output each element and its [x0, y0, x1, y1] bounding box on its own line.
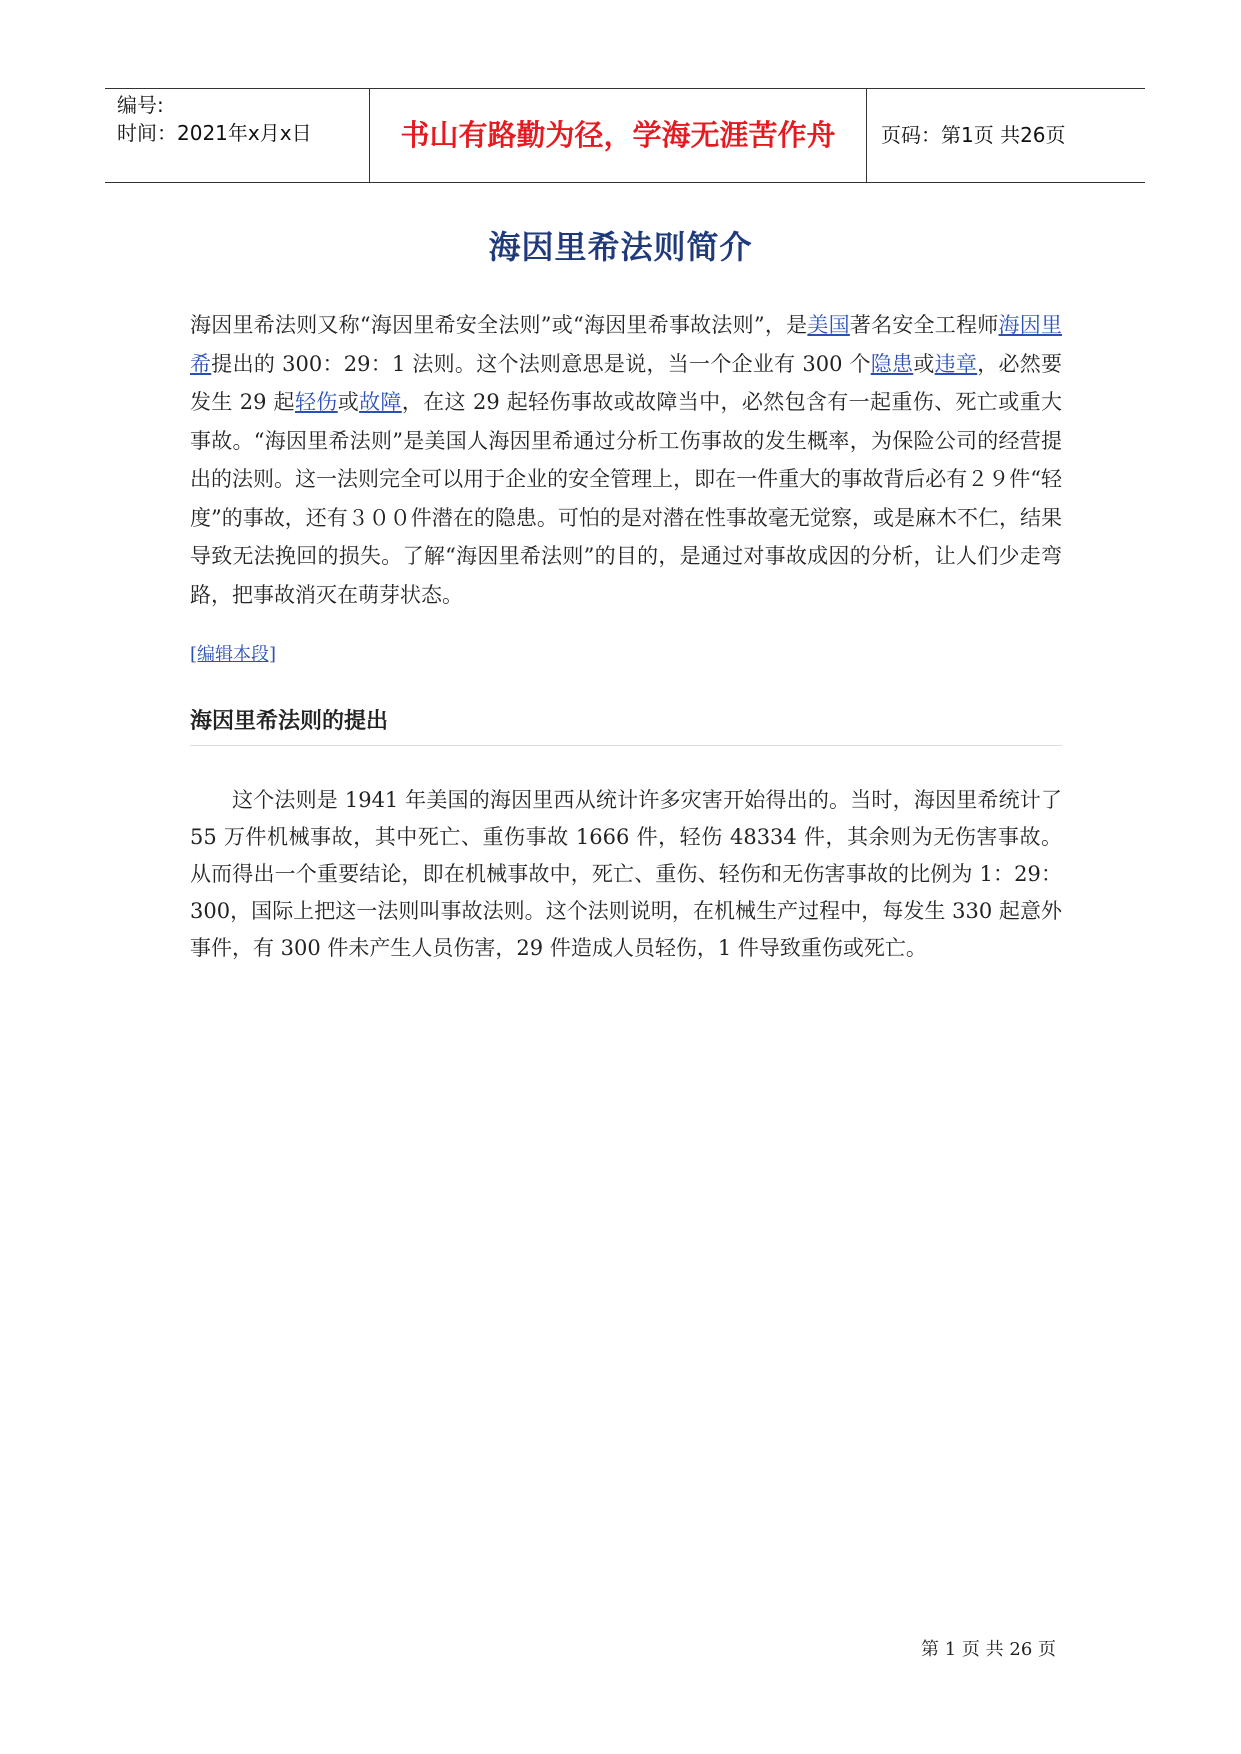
intro-text-1: 海因里希法则又称“海因里希安全法则”或“海因里希事故法则”，是 [190, 313, 808, 337]
link-hazard[interactable]: 隐患 [870, 351, 914, 376]
edit-section-link[interactable]: [编辑本段] [190, 644, 277, 665]
header-page-info: 页码：第1页 共26页 [881, 123, 1066, 147]
link-minor-injury[interactable]: 轻伤 [294, 390, 338, 414]
intro-text-4: 或 [913, 351, 935, 376]
link-heinrich[interactable]: 海因里希 [190, 313, 1063, 376]
header-meta-cell [105, 89, 370, 182]
section-divider [190, 745, 1062, 746]
link-violation[interactable]: 违章 [934, 351, 978, 376]
document-header [105, 88, 1145, 183]
document-time-label: 时间：2021年x月x日 [117, 121, 312, 145]
section-paragraph: 这个法则是 1941 年美国的海因里西从统计许多灾害开始得出的。当时，海因里希统计了 55 万件机械事故，其中死亡、重伤事故 1666 件，轻伤 48334 件，其余则为无伤害事故。从而得出一个重要结论，即在机械事故中，死亡、重伤、轻伤和无伤害事故的比例为 1：29：300，国际上把这一法则叫事故法则。这个法则说明，在机械生产过程中，每发生 330 起意外事件，有 300 件未产生人员伤害，29 件造成人员轻伤，1 件导致重伤或死亡。 [190, 788, 1062, 960]
intro-text-6: 或 [337, 390, 360, 414]
page-footer: 第 1 页 共 26 页 [921, 1639, 1056, 1660]
intro-text-3: 提出的 300：29：1 法则。这个法则意思是说，当一个企业有 300 个 [211, 351, 871, 376]
intro-text-5: ，必然要发生 29 起 [190, 351, 1063, 414]
link-fault[interactable]: 故障 [359, 390, 402, 414]
intro-text-2: 著名安全工程师 [849, 313, 999, 337]
document-number-label: 编号: [117, 93, 164, 117]
page-title: 海因里希法则简介 [488, 228, 753, 266]
header-motto: 书山有路勤为径，学海无涯苦作舟 [370, 89, 867, 182]
intro-paragraph [190, 306, 1062, 614]
intro-text-7: ，在这 29 起轻伤事故或故障当中，必然包含有一起重伤、死亡或重大事故。“海因里希法则”是美国人海因里希通过分析工伤事故的发生概率，为保险公司的经营提出的法则。这一法则完全可以用于企业的安全管理上，即在一件重大的事故背后必有２９件“轻度”的事故，还有３００件潜在的隐患。可怕的是对潜在性事故毫无觉察，或是麻木不仁，结果导致无法挽回的损失。了解“海因里希法则”的目的，是通过对事故成因的分析，让人们少走弯路，把事故消灭在萌芽状态。 [190, 390, 1063, 607]
link-usa[interactable]: 美国 [807, 313, 850, 337]
section-heading: 海因里希法则的提出 [190, 709, 389, 734]
